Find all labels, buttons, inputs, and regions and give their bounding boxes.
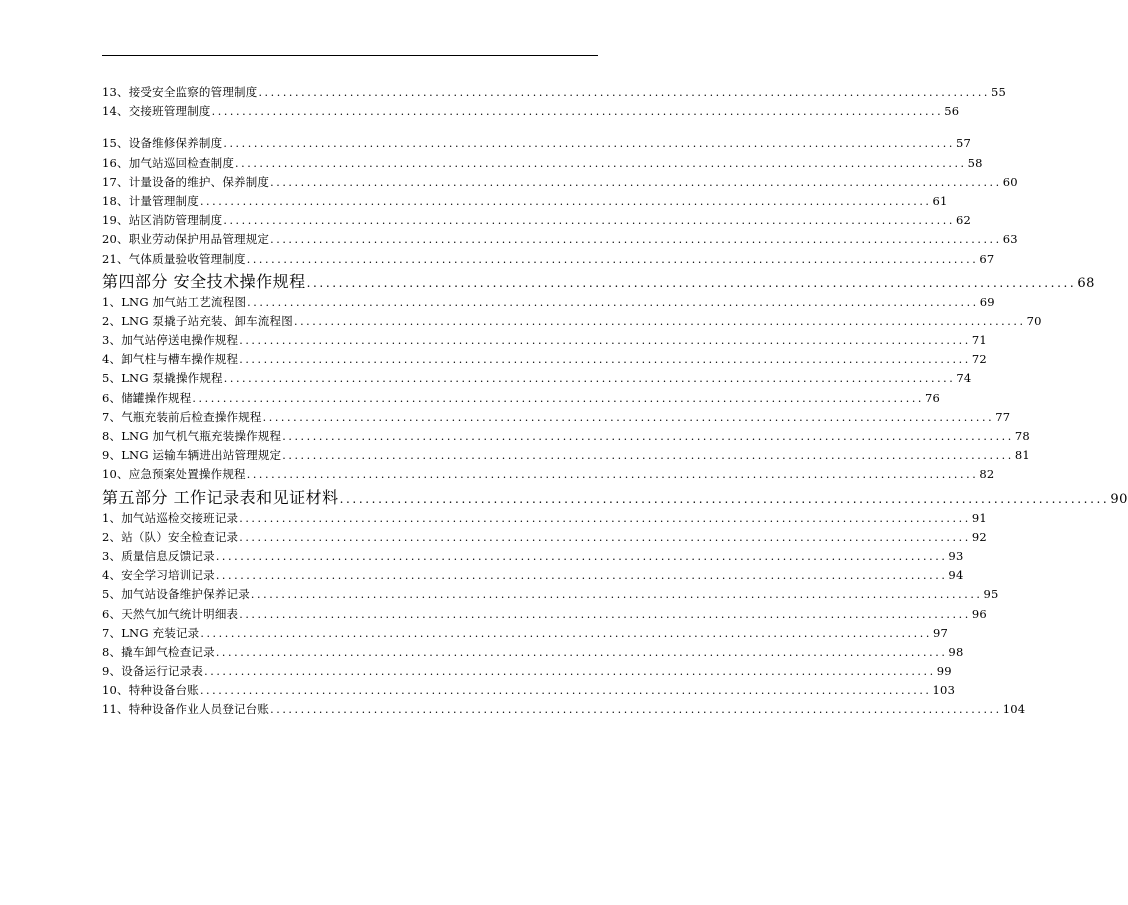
toc-entry-page: 72 [971,352,987,367]
toc-leader-dots: ........................................................................................................................ [250,588,983,602]
toc-entry[interactable] [102,509,987,528]
toc-entry[interactable] [102,643,964,662]
toc-leader-dots: ........................................................................................................................ [282,430,1014,443]
toc-entry-page: 61 [932,193,948,208]
toc-entry-page: 94 [948,568,964,583]
toc-section-page: 68 [1077,275,1095,291]
toc-entry-page: 93 [948,548,964,563]
toc-leader-dots: ........................................................................................................................ [246,252,979,266]
toc-entry-page: 71 [971,333,987,348]
toc-entry-page: 58 [967,155,983,170]
toc-entry-label: 10、特种设备台账 [102,683,199,698]
toc-entry-label: 1、加气站巡检交接班记录 [102,510,239,525]
toc-entry[interactable] [102,662,952,681]
toc-entry-label: 9、LNG 运输车辆进出站管理规定 [102,448,282,463]
toc-entry-page: 92 [971,529,987,544]
toc-entry-page: 91 [971,510,987,525]
toc-leader-dots: ........................................................................................................................ [239,334,971,348]
toc-entry-label: 6、储罐操作规程 [102,390,192,405]
toc-entry[interactable] [102,230,1018,249]
toc-entry[interactable] [102,700,1026,719]
toc-leader-dots: ........................................................................................................................ [258,86,991,99]
toc-entry-label: 19、站区消防管理制度 [102,213,223,228]
toc-entry-label: 13、接受安全监察的管理制度 [102,85,258,99]
toc-entry-page: 67 [979,251,995,266]
toc-entry-label: 18、计量管理制度 [102,193,199,208]
toc-entry[interactable] [102,369,972,388]
toc-entry-page: 62 [955,213,971,228]
toc-entry-label: 5、LNG 泵撬操作规程 [102,371,223,386]
toc-entry[interactable] [102,154,983,173]
toc-leader-dots: ........................................................................................................................ [223,137,955,151]
toc-section-heading[interactable] [102,270,1095,293]
toc-leader-dots: ........................................................................................................................ [235,156,967,170]
toc-entry[interactable] [102,528,987,547]
toc-entry[interactable] [102,446,1030,465]
toc-entry[interactable] [102,250,995,269]
toc-leader-dots: ........................................................................................................................ [270,233,1002,247]
toc-entry-page: 82 [979,467,995,482]
toc-entry[interactable] [102,547,964,566]
toc-entry[interactable] [102,624,948,643]
toc-leader-dots: ........................................................................................................................ [239,353,971,367]
toc-entry-label: 21、气体质量验收管理制度 [102,251,246,266]
toc-leader-dots: ........................................................................................................................ [262,410,995,424]
toc-leader-dots: ........................................................................................................................ [293,314,1026,328]
toc-leader-dots: ........................................................................................................................ [246,468,979,482]
toc-entry-page: 103 [932,683,956,698]
toc-entry-label: 2、站（队）安全检查记录 [102,529,239,544]
toc-entry[interactable] [102,605,987,624]
toc-leader-dots: ........................................................................................................................ [239,511,971,525]
toc-entry-label: 8、撬车卸气检查记录 [102,644,215,659]
toc-entry[interactable] [102,211,971,230]
toc-entry-label: 2、LNG 泵撬子站充装、卸车流程图 [102,313,293,328]
toc-section-label: 第五部分 工作记录表和见证材料 [102,487,339,507]
toc-entry-label: 17、计量设备的维护、保养制度 [102,174,270,189]
toc-entry-label: 7、气瓶充装前后检查操作规程 [102,409,262,424]
toc-leader-dots: ........................................................................................................................ [306,275,1077,290]
toc-leader-dots: ........................................................................................................................ [339,491,1110,506]
toc-entry[interactable] [102,585,999,604]
table-of-contents [102,83,1128,720]
toc-entry-page: 55 [991,85,1007,99]
toc-entry-page: 56 [944,104,960,119]
toc-entry[interactable] [102,465,995,484]
toc-entry[interactable] [102,331,987,350]
toc-entry-page: 97 [932,625,948,640]
toc-entry-label: 4、安全学习培训记录 [102,568,215,583]
toc-entry-page: 78 [1014,429,1030,443]
toc-entry-label: 9、设备运行记录表 [102,664,204,679]
toc-entry-label: 7、LNG 充装记录 [102,625,200,640]
toc-leader-dots: ........................................................................................................................ [223,214,955,228]
toc-entry-label: 8、LNG 加气机气瓶充装操作规程 [102,429,282,443]
toc-leader-dots: ........................................................................................................................ [204,665,936,679]
toc-leader-dots: ........................................................................................................................ [192,391,925,405]
toc-entry-label: 20、职业劳动保护用品管理规定 [102,232,270,247]
toc-entry[interactable] [102,192,948,211]
toc-entry[interactable] [102,102,960,121]
toc-section-page: 90 [1110,491,1128,507]
toc-entry-label: 10、应急预案处置操作规程 [102,467,246,482]
toc-leader-dots: ........................................................................................................................ [239,607,971,621]
toc-leader-dots: ........................................................................................................................ [215,569,948,583]
toc-entry-page: 104 [1002,702,1026,717]
toc-entry-page: 99 [936,664,952,679]
toc-leader-dots: ........................................................................................................................ [211,105,944,119]
toc-entry[interactable] [102,293,995,312]
toc-leader-dots: ........................................................................................................................ [223,372,956,386]
toc-entry-page: 69 [979,294,995,309]
toc-entry-page: 60 [1002,174,1018,189]
toc-leader-dots: ........................................................................................................................ [199,194,932,208]
toc-leader-dots: ........................................................................................................................ [215,549,948,563]
toc-entry-label: 4、卸气柱与槽车操作规程 [102,352,239,367]
toc-entry[interactable] [102,173,1018,192]
toc-section-label: 第四部分 安全技术操作规程 [102,271,306,291]
toc-leader-dots: ........................................................................................................................ [247,295,979,309]
toc-entry-label: 5、加气站设备维护保养记录 [102,587,250,602]
toc-entry[interactable] [102,83,1007,102]
toc-entry-page: 98 [948,644,964,659]
toc-entry-label: 6、天然气加气统计明细表 [102,606,239,621]
toc-leader-dots: ........................................................................................................................ [200,626,932,640]
toc-entry[interactable] [102,350,987,369]
toc-entry-page: 63 [1002,232,1018,247]
toc-entry-label: 11、特种设备作业人员登记台账 [102,702,270,717]
toc-entry-label: 1、LNG 加气站工艺流程图 [102,294,247,309]
toc-entry[interactable] [102,312,1042,331]
toc-entry-page: 96 [971,606,987,621]
toc-entry-label: 15、设备维修保养制度 [102,136,223,151]
toc-entry-page: 70 [1026,313,1042,328]
toc-entry[interactable] [102,389,941,408]
toc-leader-dots: ........................................................................................................................ [239,530,971,544]
toc-entry-label: 14、交接班管理制度 [102,104,211,119]
toc-entry[interactable] [102,681,956,700]
toc-entry-page: 81 [1014,448,1030,463]
toc-entry-label: 16、加气站巡回检查制度 [102,155,235,170]
toc-entry-page: 57 [955,136,971,151]
toc-leader-dots: ........................................................................................................................ [282,449,1014,463]
toc-entry-page: 74 [956,371,972,386]
toc-leader-dots: ........................................................................................................................ [270,703,1002,717]
toc-leader-dots: ........................................................................................................................ [270,175,1002,189]
toc-entry-page: 95 [983,587,999,602]
toc-entry[interactable] [102,134,971,153]
toc-entry-page: 76 [925,390,941,405]
toc-entry-page: 77 [995,409,1011,424]
toc-entry[interactable] [102,566,964,585]
toc-leader-dots: ........................................................................................................................ [199,684,932,698]
header-rule [102,55,598,56]
toc-entry-label: 3、加气站停送电操作规程 [102,333,239,348]
toc-entry[interactable] [102,427,1030,446]
toc-entry-label: 3、质量信息反馈记录 [102,548,215,563]
toc-entry[interactable] [102,408,1011,427]
toc-leader-dots: ........................................................................................................................ [215,645,948,659]
toc-section-heading[interactable] [102,486,1128,509]
